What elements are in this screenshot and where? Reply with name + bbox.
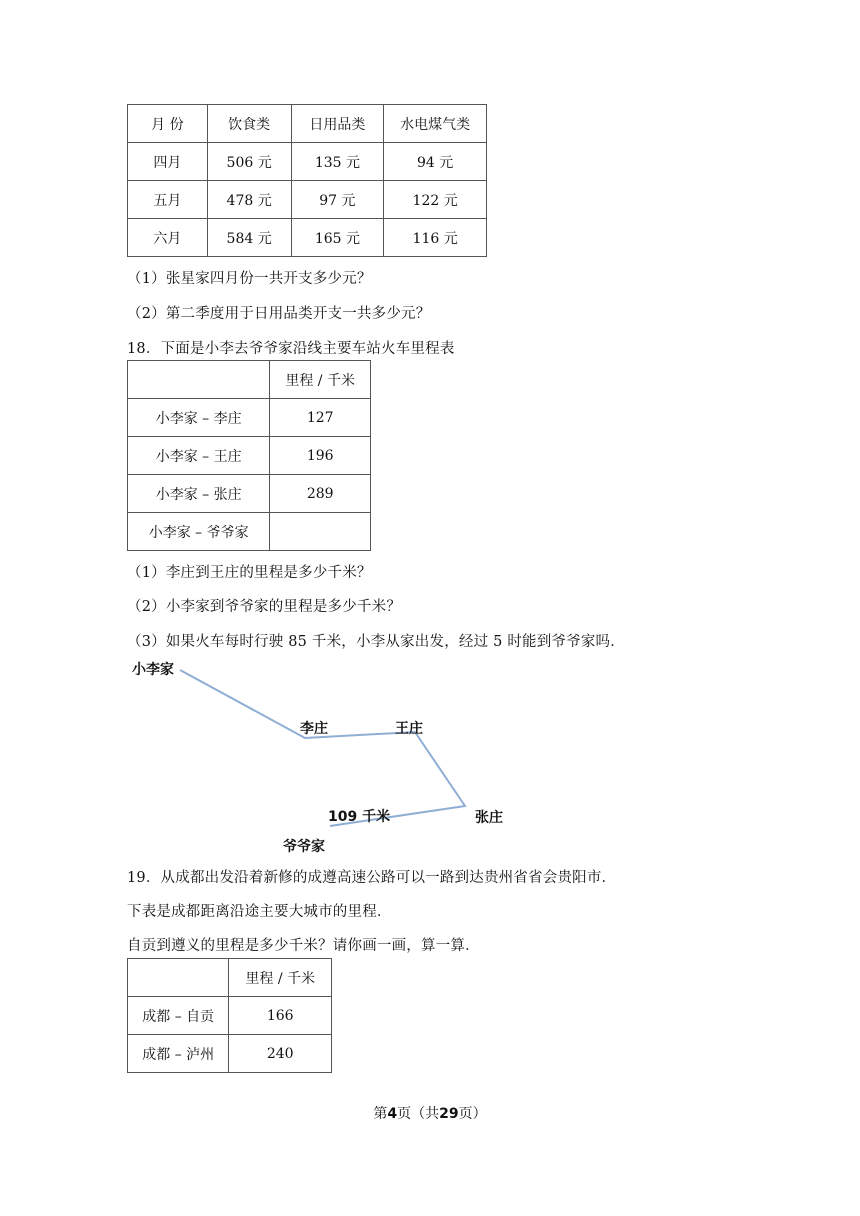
table-cell: 97 元 bbox=[291, 181, 384, 219]
table-header-cell: 月 份 bbox=[128, 105, 208, 143]
table-cell: 165 元 bbox=[291, 219, 384, 257]
table-cell: 小李家 – 李庄 bbox=[128, 399, 270, 437]
route-diagram bbox=[120, 655, 540, 860]
table-cell: 122 元 bbox=[384, 181, 487, 219]
table-cell: 478 元 bbox=[207, 181, 291, 219]
table-header-cell: 饮食类 bbox=[207, 105, 291, 143]
table-cell: 584 元 bbox=[207, 219, 291, 257]
footer-suffix: 页） bbox=[458, 1106, 487, 1122]
table-cell: 240 bbox=[229, 1035, 332, 1073]
table-cell: 94 元 bbox=[384, 143, 487, 181]
label-zhangzhuang: 张庄 bbox=[475, 810, 503, 826]
footer-middle: 页（共 bbox=[397, 1106, 440, 1122]
table-cell: 四月 bbox=[128, 143, 208, 181]
footer-prefix: 第 bbox=[373, 1106, 388, 1122]
route-line bbox=[180, 670, 465, 826]
table-cell: 196 bbox=[270, 437, 371, 475]
expense-table bbox=[127, 104, 487, 257]
q17-sub-question-1: （1）张星家四月份一共开支多少元？ bbox=[127, 271, 372, 287]
table-cell: 小李家 – 王庄 bbox=[128, 437, 270, 475]
label-grandpa-home: 爷爷家 bbox=[283, 839, 325, 855]
table-cell: 小李家 – 张庄 bbox=[128, 475, 270, 513]
table-header-row bbox=[128, 959, 332, 997]
table-cell: 成都 – 自贡 bbox=[128, 997, 229, 1035]
label-home: 小李家 bbox=[132, 662, 174, 678]
table-cell: 小李家 – 爷爷家 bbox=[128, 513, 270, 551]
q19-line-3: 自贡到遵义的里程是多少千米？请你画一画，算一算． bbox=[127, 938, 480, 954]
table-cell: 116 元 bbox=[384, 219, 487, 257]
current-page-number: 4 bbox=[387, 1106, 398, 1122]
mileage-table-q19 bbox=[127, 958, 332, 1073]
table-cell: 成都 – 泸州 bbox=[128, 1035, 229, 1073]
table-row bbox=[128, 399, 371, 437]
table-cell: 166 bbox=[229, 997, 332, 1035]
table-row bbox=[128, 475, 371, 513]
q19-title: 19．从成都出发沿着新修的成遵高速公路可以一路到达贵州省省会贵阳市． bbox=[127, 870, 617, 886]
table-cell: 289 bbox=[270, 475, 371, 513]
table-row bbox=[128, 219, 487, 257]
table-cell: 127 bbox=[270, 399, 371, 437]
table-row bbox=[128, 181, 487, 219]
table-header-cell: 里程 / 千米 bbox=[229, 959, 332, 997]
table-cell: 135 元 bbox=[291, 143, 384, 181]
table-header-cell: 里程 / 千米 bbox=[270, 361, 371, 399]
table-header-row bbox=[128, 105, 487, 143]
q19-line-2: 下表是成都距离沿途主要大城市的里程． bbox=[127, 904, 392, 920]
q18-sub-question-3: （3）如果火车每时行驶 85 千米，小李从家出发，经过 5 时能到爷爷家吗． bbox=[127, 634, 625, 650]
label-distance-109: 109 千米 bbox=[328, 809, 391, 825]
table-header-cell bbox=[128, 959, 229, 997]
q17-sub-question-2: （2）第二季度用于日用品类开支一共多少元？ bbox=[127, 306, 431, 322]
table-cell: 五月 bbox=[128, 181, 208, 219]
table-cell bbox=[270, 513, 371, 551]
table-cell: 六月 bbox=[128, 219, 208, 257]
mileage-table-q18 bbox=[127, 360, 371, 551]
table-row bbox=[128, 513, 371, 551]
table-header-cell: 日用品类 bbox=[291, 105, 384, 143]
label-wangzhuang: 王庄 bbox=[395, 721, 423, 737]
table-header-row bbox=[128, 361, 371, 399]
table-row bbox=[128, 1035, 332, 1073]
table-header-cell bbox=[128, 361, 270, 399]
label-lizhuang: 李庄 bbox=[300, 721, 328, 737]
q18-title: 18．下面是小李去爷爷家沿线主要车站火车里程表 bbox=[127, 341, 455, 357]
total-page-count: 29 bbox=[439, 1106, 459, 1122]
table-cell: 506 元 bbox=[207, 143, 291, 181]
table-row bbox=[128, 143, 487, 181]
table-row bbox=[128, 997, 332, 1035]
page-footer bbox=[0, 1103, 860, 1123]
table-header-cell: 水电煤气类 bbox=[384, 105, 487, 143]
q18-sub-question-2: （2）小李家到爷爷家的里程是多少千米？ bbox=[127, 599, 402, 615]
q18-sub-question-1: （1）李庄到王庄的里程是多少千米？ bbox=[127, 565, 372, 581]
table-row bbox=[128, 437, 371, 475]
